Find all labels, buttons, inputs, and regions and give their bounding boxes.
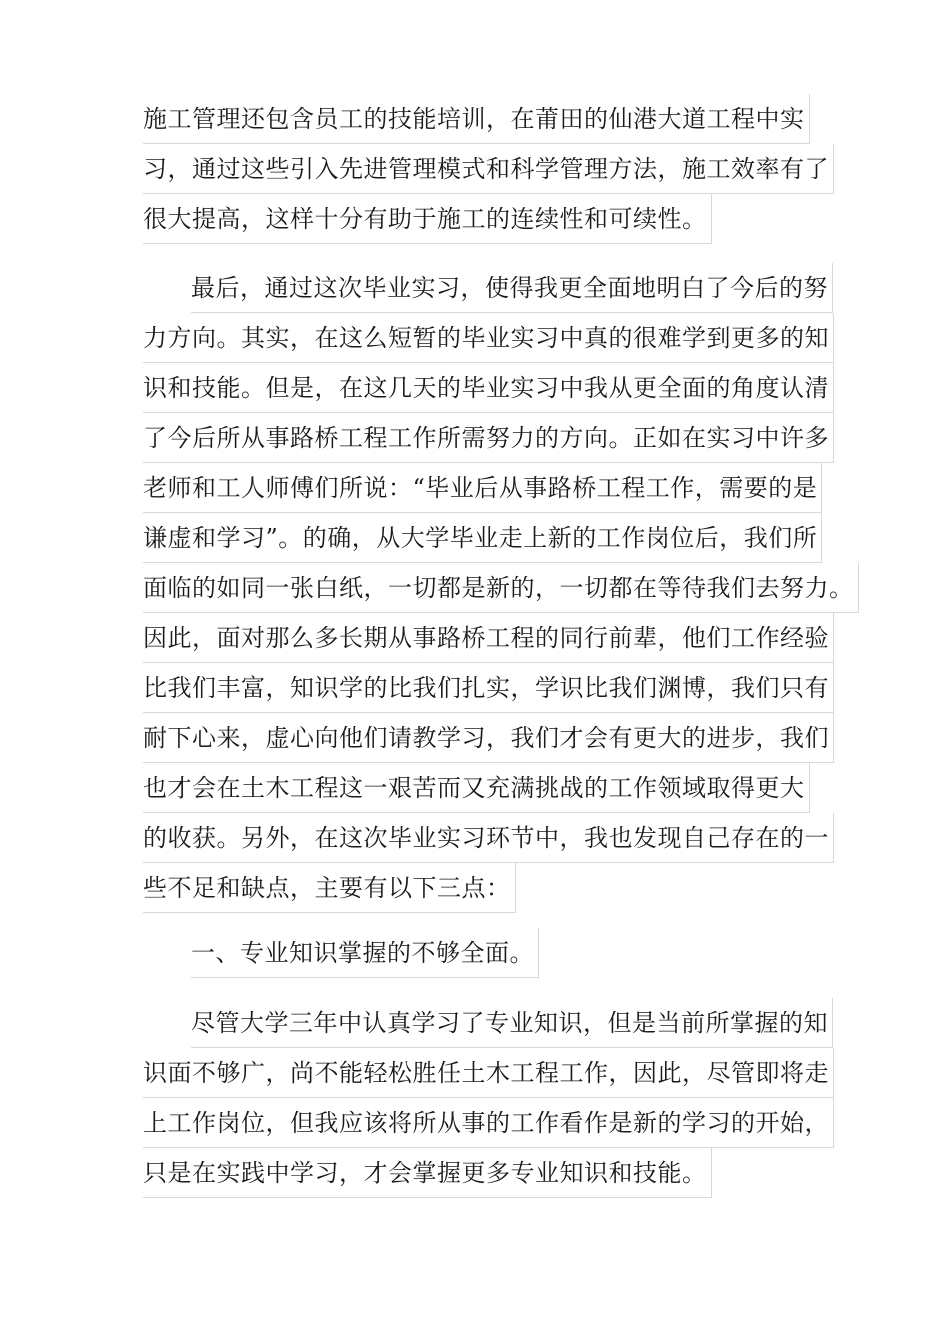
text-line: 识面不够广，尚不能轻松胜任土木工程工作，因此，尽管即将走 [143, 1048, 834, 1098]
text-line: 施工管理还包含员工的技能培训，在莆田的仙港大道工程中实 [143, 94, 834, 144]
text-line: 也才会在土木工程这一艰苦而又充满挑战的工作领域取得更大 [143, 763, 859, 813]
text-line: 些不足和缺点，主要有以下三点： [143, 863, 859, 913]
text-line: 耐下心来，虚心向他们请教学习，我们才会有更大的进步，我们 [143, 713, 859, 763]
text-line: 比我们丰富，知识学的比我们扎实，学识比我们渊博，我们只有 [143, 663, 859, 713]
text-line: 最后，通过这次毕业实习，使得我更全面地明白了今后的努 [143, 263, 859, 313]
text-line: 面临的如同一张白纸，一切都是新的，一切都在等待我们去努力。 [143, 563, 859, 613]
text-line: 很大提高，这样十分有助于施工的连续性和可续性。 [143, 194, 834, 244]
text-line: 习，通过这些引入先进管理模式和科学管理方法，施工效率有了 [143, 144, 834, 194]
text-line: 只是在实践中学习，才会掌握更多专业知识和技能。 [143, 1148, 834, 1198]
paragraph-professional-knowledge [143, 998, 834, 1198]
text-line: 力方向。其实，在这么短暂的毕业实习中真的很难学到更多的知 [143, 313, 859, 363]
text-line: 识和技能。但是，在这几天的毕业实习中我从更全面的角度认清 [143, 363, 859, 413]
text-line: 的收获。另外，在这次毕业实习环节中，我也发现自己存在的一 [143, 813, 859, 863]
text-line: 上工作岗位，但我应该将所从事的工作看作是新的学习的开始， [143, 1098, 834, 1148]
text-line: 老师和工人师傅们所说：“毕业后从事路桥工程工作，需要的是 [143, 463, 859, 513]
text-line: 一、专业知识掌握的不够全面。 [143, 928, 539, 978]
paragraph-conclusion [143, 263, 859, 913]
text-line: 了今后所从事路桥工程工作所需努力的方向。正如在实习中许多 [143, 413, 859, 463]
text-line: 因此，面对那么多长期从事路桥工程的同行前辈，他们工作经验 [143, 613, 859, 663]
paragraph-construction-management [143, 94, 834, 244]
section-heading-1 [143, 928, 539, 978]
text-line: 谦虚和学习”。的确，从大学毕业走上新的工作岗位后，我们所 [143, 513, 859, 563]
text-line: 尽管大学三年中认真学习了专业知识，但是当前所掌握的知 [143, 998, 834, 1048]
